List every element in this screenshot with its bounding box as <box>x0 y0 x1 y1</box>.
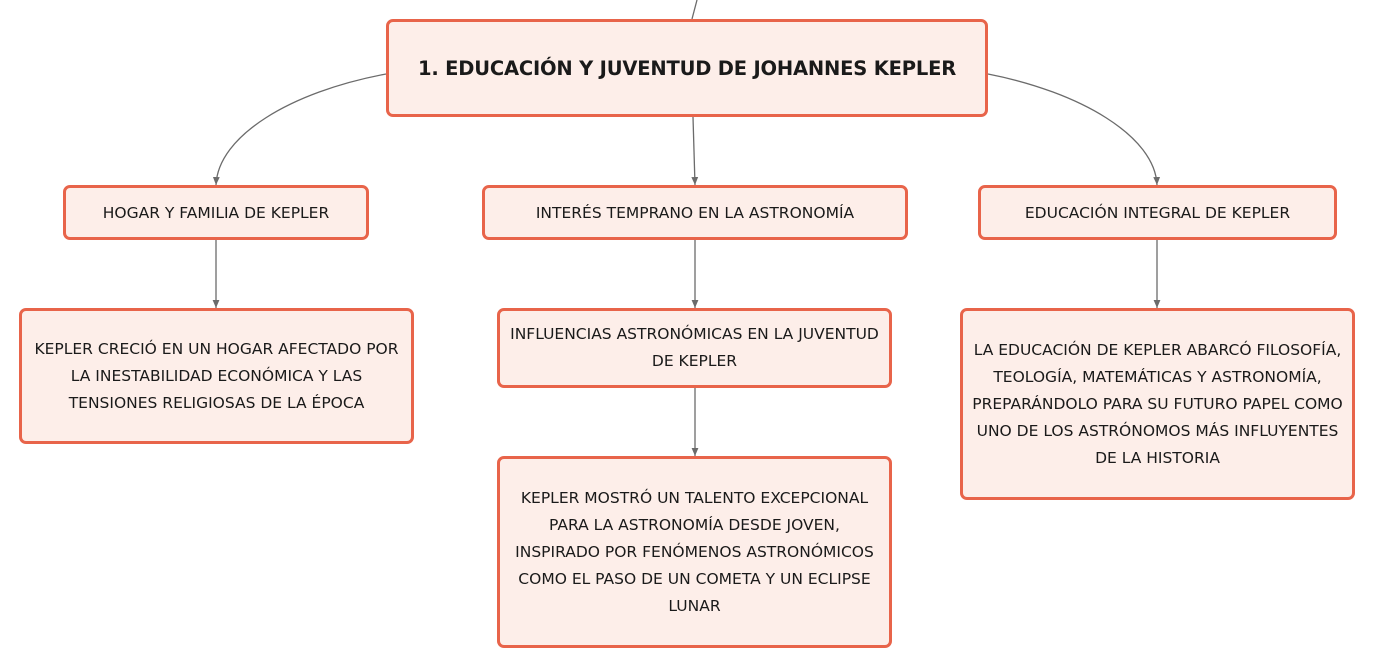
subtopic-node-hogar-detail[interactable] <box>19 308 414 444</box>
topic-node-interes-astronomia[interactable] <box>482 185 908 240</box>
subtopic-node-talento[interactable] <box>497 456 892 648</box>
subtopic-node-educacion-detail[interactable] <box>960 308 1355 500</box>
connector-root-to-interes <box>693 117 695 185</box>
topic-label: EDUCACIÓN INTEGRAL DE KEPLER <box>1024 203 1291 222</box>
subtopic-node-influencias[interactable] <box>497 308 892 388</box>
subtopic-text: INFLUENCIAS ASTRONÓMICAS EN LA JUVENTUD DE KEPLER <box>510 325 879 370</box>
topic-node-educacion-integral[interactable] <box>978 185 1337 240</box>
subtopic-text: LA EDUCACIÓN DE KEPLER ABARCÓ FILOSOFÍA, TEOLOGÍA, MATEMÁTICAS Y ASTRONOMÍA, PREPARÁNDOLO PARA SU FUTURO PAPEL COMO UNO DE LOS ASTRÓNOMOS MÁS INFLUYENTES DE LA HISTORIA <box>972 340 1343 467</box>
subtopic-text: KEPLER MOSTRÓ UN TALENTO EXCEPCIONAL PARA LA ASTRONOMÍA DESDE JOVEN, INSPIRADO POR FENÓMENOS ASTRONÓMICOS COMO EL PASO DE UN COMETA Y UN ECLIPSE LUNAR <box>515 488 874 615</box>
subtopic-text: KEPLER CRECIÓ EN UN HOGAR AFECTADO POR LA INESTABILIDAD ECONÓMICA Y LAS TENSIONES RELIGIOSAS DE LA ÉPOCA <box>34 339 399 412</box>
connector-root-to-educacion <box>988 74 1157 185</box>
topic-node-hogar-familia[interactable] <box>63 185 369 240</box>
root-topic-title: 1. EDUCACIÓN Y JUVENTUD DE JOHANNES KEPLER <box>417 56 957 80</box>
connector-root-to-hogar <box>216 74 386 185</box>
root-topic-node[interactable] <box>386 19 988 117</box>
topic-label: HOGAR Y FAMILIA DE KEPLER <box>102 203 330 222</box>
connector-parent-to-root <box>692 0 697 19</box>
topic-label: INTERÉS TEMPRANO EN LA ASTRONOMÍA <box>535 203 855 222</box>
